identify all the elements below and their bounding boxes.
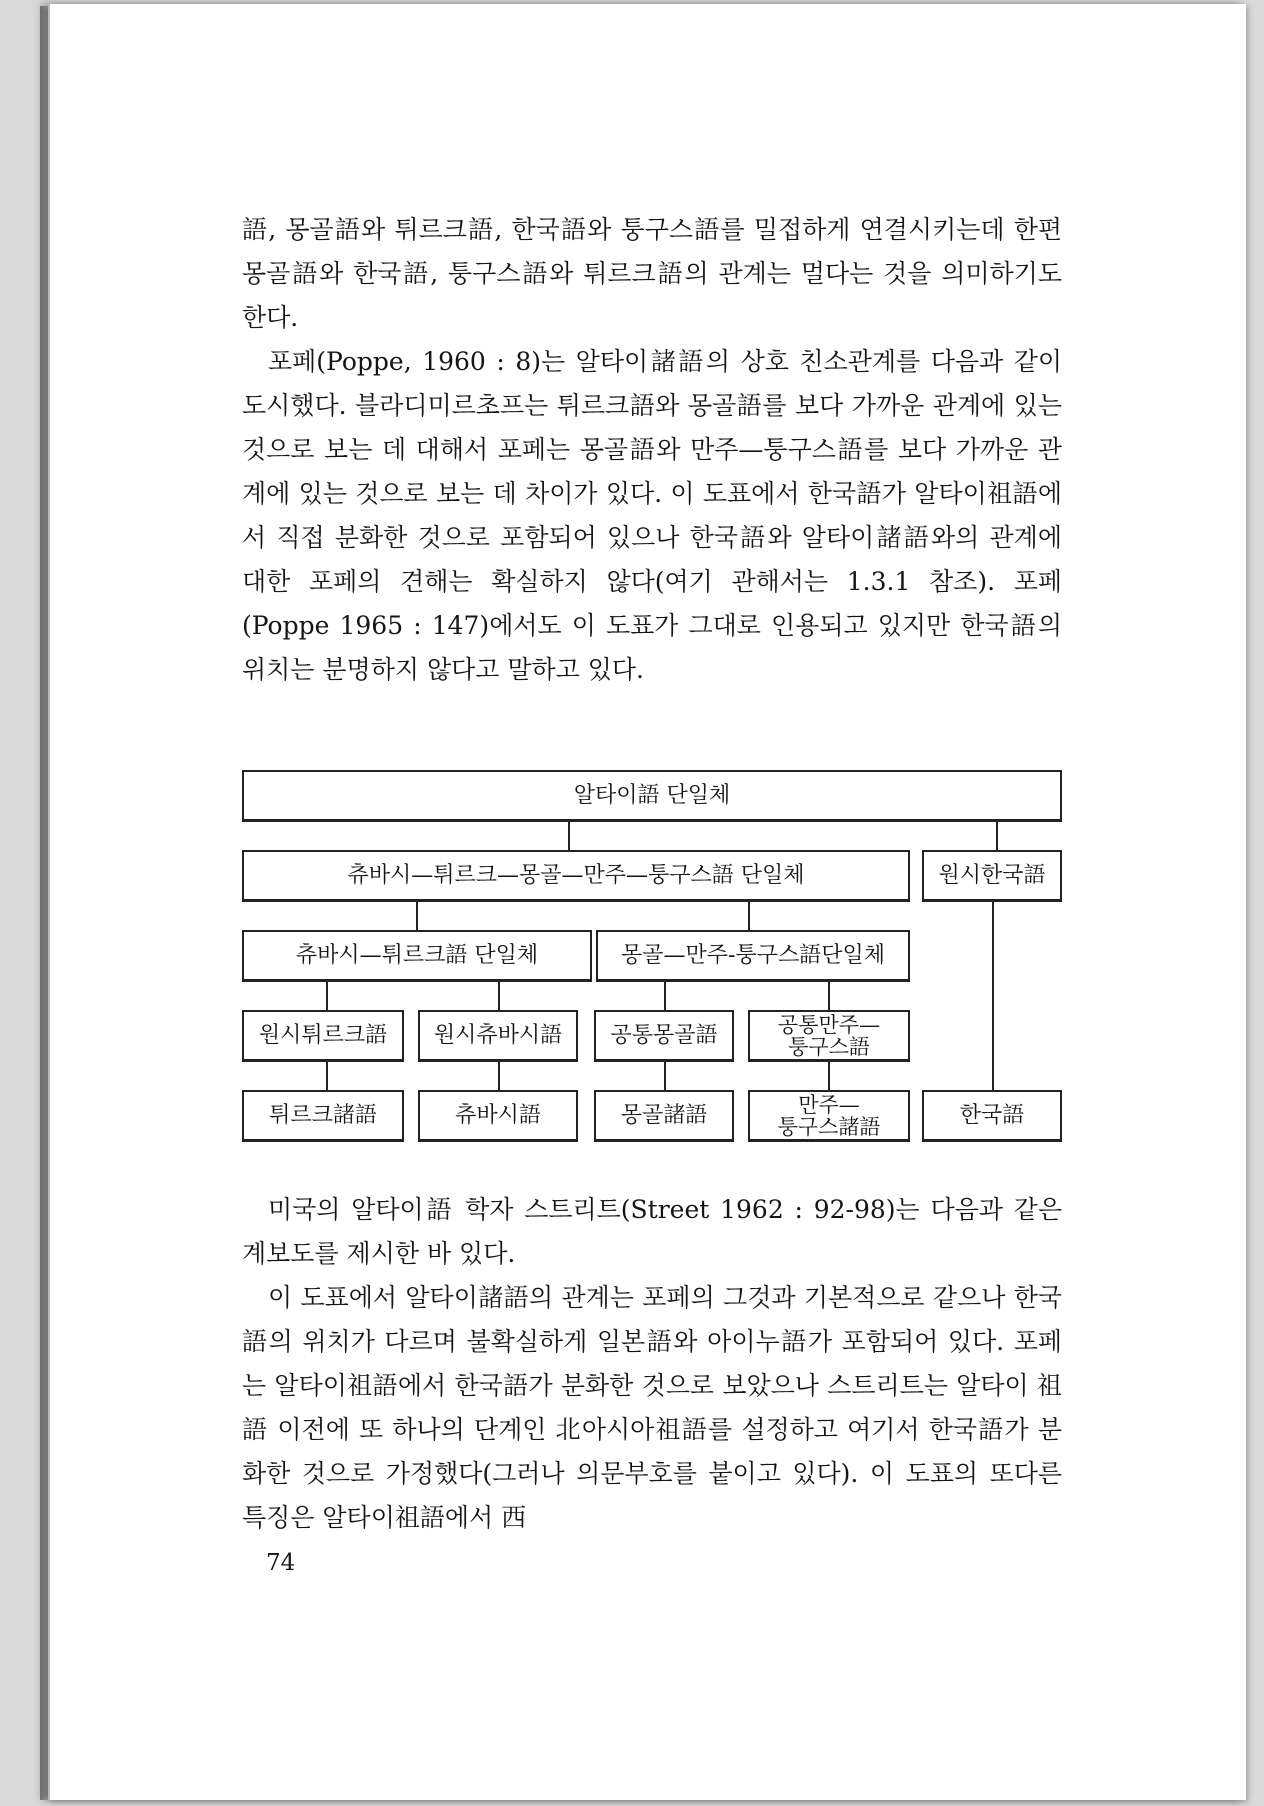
paragraph-street xyxy=(242,1188,1062,1540)
diagram-level3-box-1: 원시튀르크語 xyxy=(242,1010,404,1062)
diagram-level3-box-2: 원시츄바시語 xyxy=(418,1010,578,1062)
diagram-level3-box-4: 공통만주— 퉁구스語 xyxy=(748,1010,910,1062)
diagram-level1-right-box: 원시한국語 xyxy=(922,850,1062,902)
paragraph-poppe xyxy=(242,340,1062,692)
diagram-level3-box-3: 공통몽골語 xyxy=(594,1010,734,1062)
diagram-level4-box-5: 한국語 xyxy=(922,1090,1062,1142)
diagram-level2-right-box: 몽골—만주-퉁구스語단일체 xyxy=(596,930,910,982)
diagram-level4-box-3: 몽골諸語 xyxy=(594,1090,734,1142)
paragraph-continued xyxy=(242,208,1062,340)
diagram-level1-left-box: 츄바시—튀르크—몽골—만주—퉁구스語 단일체 xyxy=(242,850,910,902)
paragraph-3a: 미국의 알타이語 학자 스트리트(Street 1962 : 92-98)는 다음과 같은 계보도를 제시한 바 있다. xyxy=(242,1195,1062,1268)
diagram-root-box: 알타이語 단일체 xyxy=(242,770,1062,822)
page-number: 74 xyxy=(266,1550,296,1576)
diagram-level4-box-2: 츄바시語 xyxy=(418,1090,578,1142)
paragraph-2: 포페(Poppe, 1960 : 8)는 알타이諸語의 상호 친소관계를 다음과 같이 도시했다. 블라디미르초프는 튀르크語와 몽골語를 보다 가까운 관계에 있는 것으로 보는 데 대해서 포페는 몽골語와 만주—퉁구스語를 보다 가까운 관계에 있는 것으로 보는 데 차이가 있다. 이 도표에서 한국語가 알타이祖語에서 직접 분화한 것으로 포함되어 있으나 한국語와 알타이諸語와의 관계에 대한 포페의 견해는 확실하지 않다(여기 관해서는 1.3.1 참조). 포페(Poppe 1965 : 147)에서도 이 도표가 그대로 인용되고 있지만 한국語의 위치는 분명하지 않다고 말하고 있다. xyxy=(242,347,1062,684)
paragraph-1: 語, 몽골語와 튀르크語, 한국語와 퉁구스語를 밀접하게 연결시키는데 한편 몽골語와 한국語, 퉁구스語와 튀르크語의 관계는 멀다는 것을 의미하기도 한다. xyxy=(242,215,1062,332)
diagram-level2-left-box: 츄바시—튀르크語 단일체 xyxy=(242,930,592,982)
paragraph-3b: 이 도표에서 알타이諸語의 관계는 포페의 그것과 기본적으로 같으나 한국語의 위치가 다르며 불확실하게 일본語와 아이누語가 포함되어 있다. 포페는 알타이祖語에서 한국語가 분화한 것으로 보았으나 스트리트는 알타이 祖語 이전에 또 하나의 단계인 北아시아祖語를 설정하고 여기서 한국語가 분화한 것으로 가정했다(그러나 의문부호를 붙이고 있다). 이 도표의 또다른 특징은 알타이祖語에서 西 xyxy=(242,1283,1062,1532)
diagram-level4-box-1: 튀르크諸語 xyxy=(242,1090,404,1142)
diagram-level4-box-4: 만주— 퉁구스諸語 xyxy=(748,1090,910,1142)
